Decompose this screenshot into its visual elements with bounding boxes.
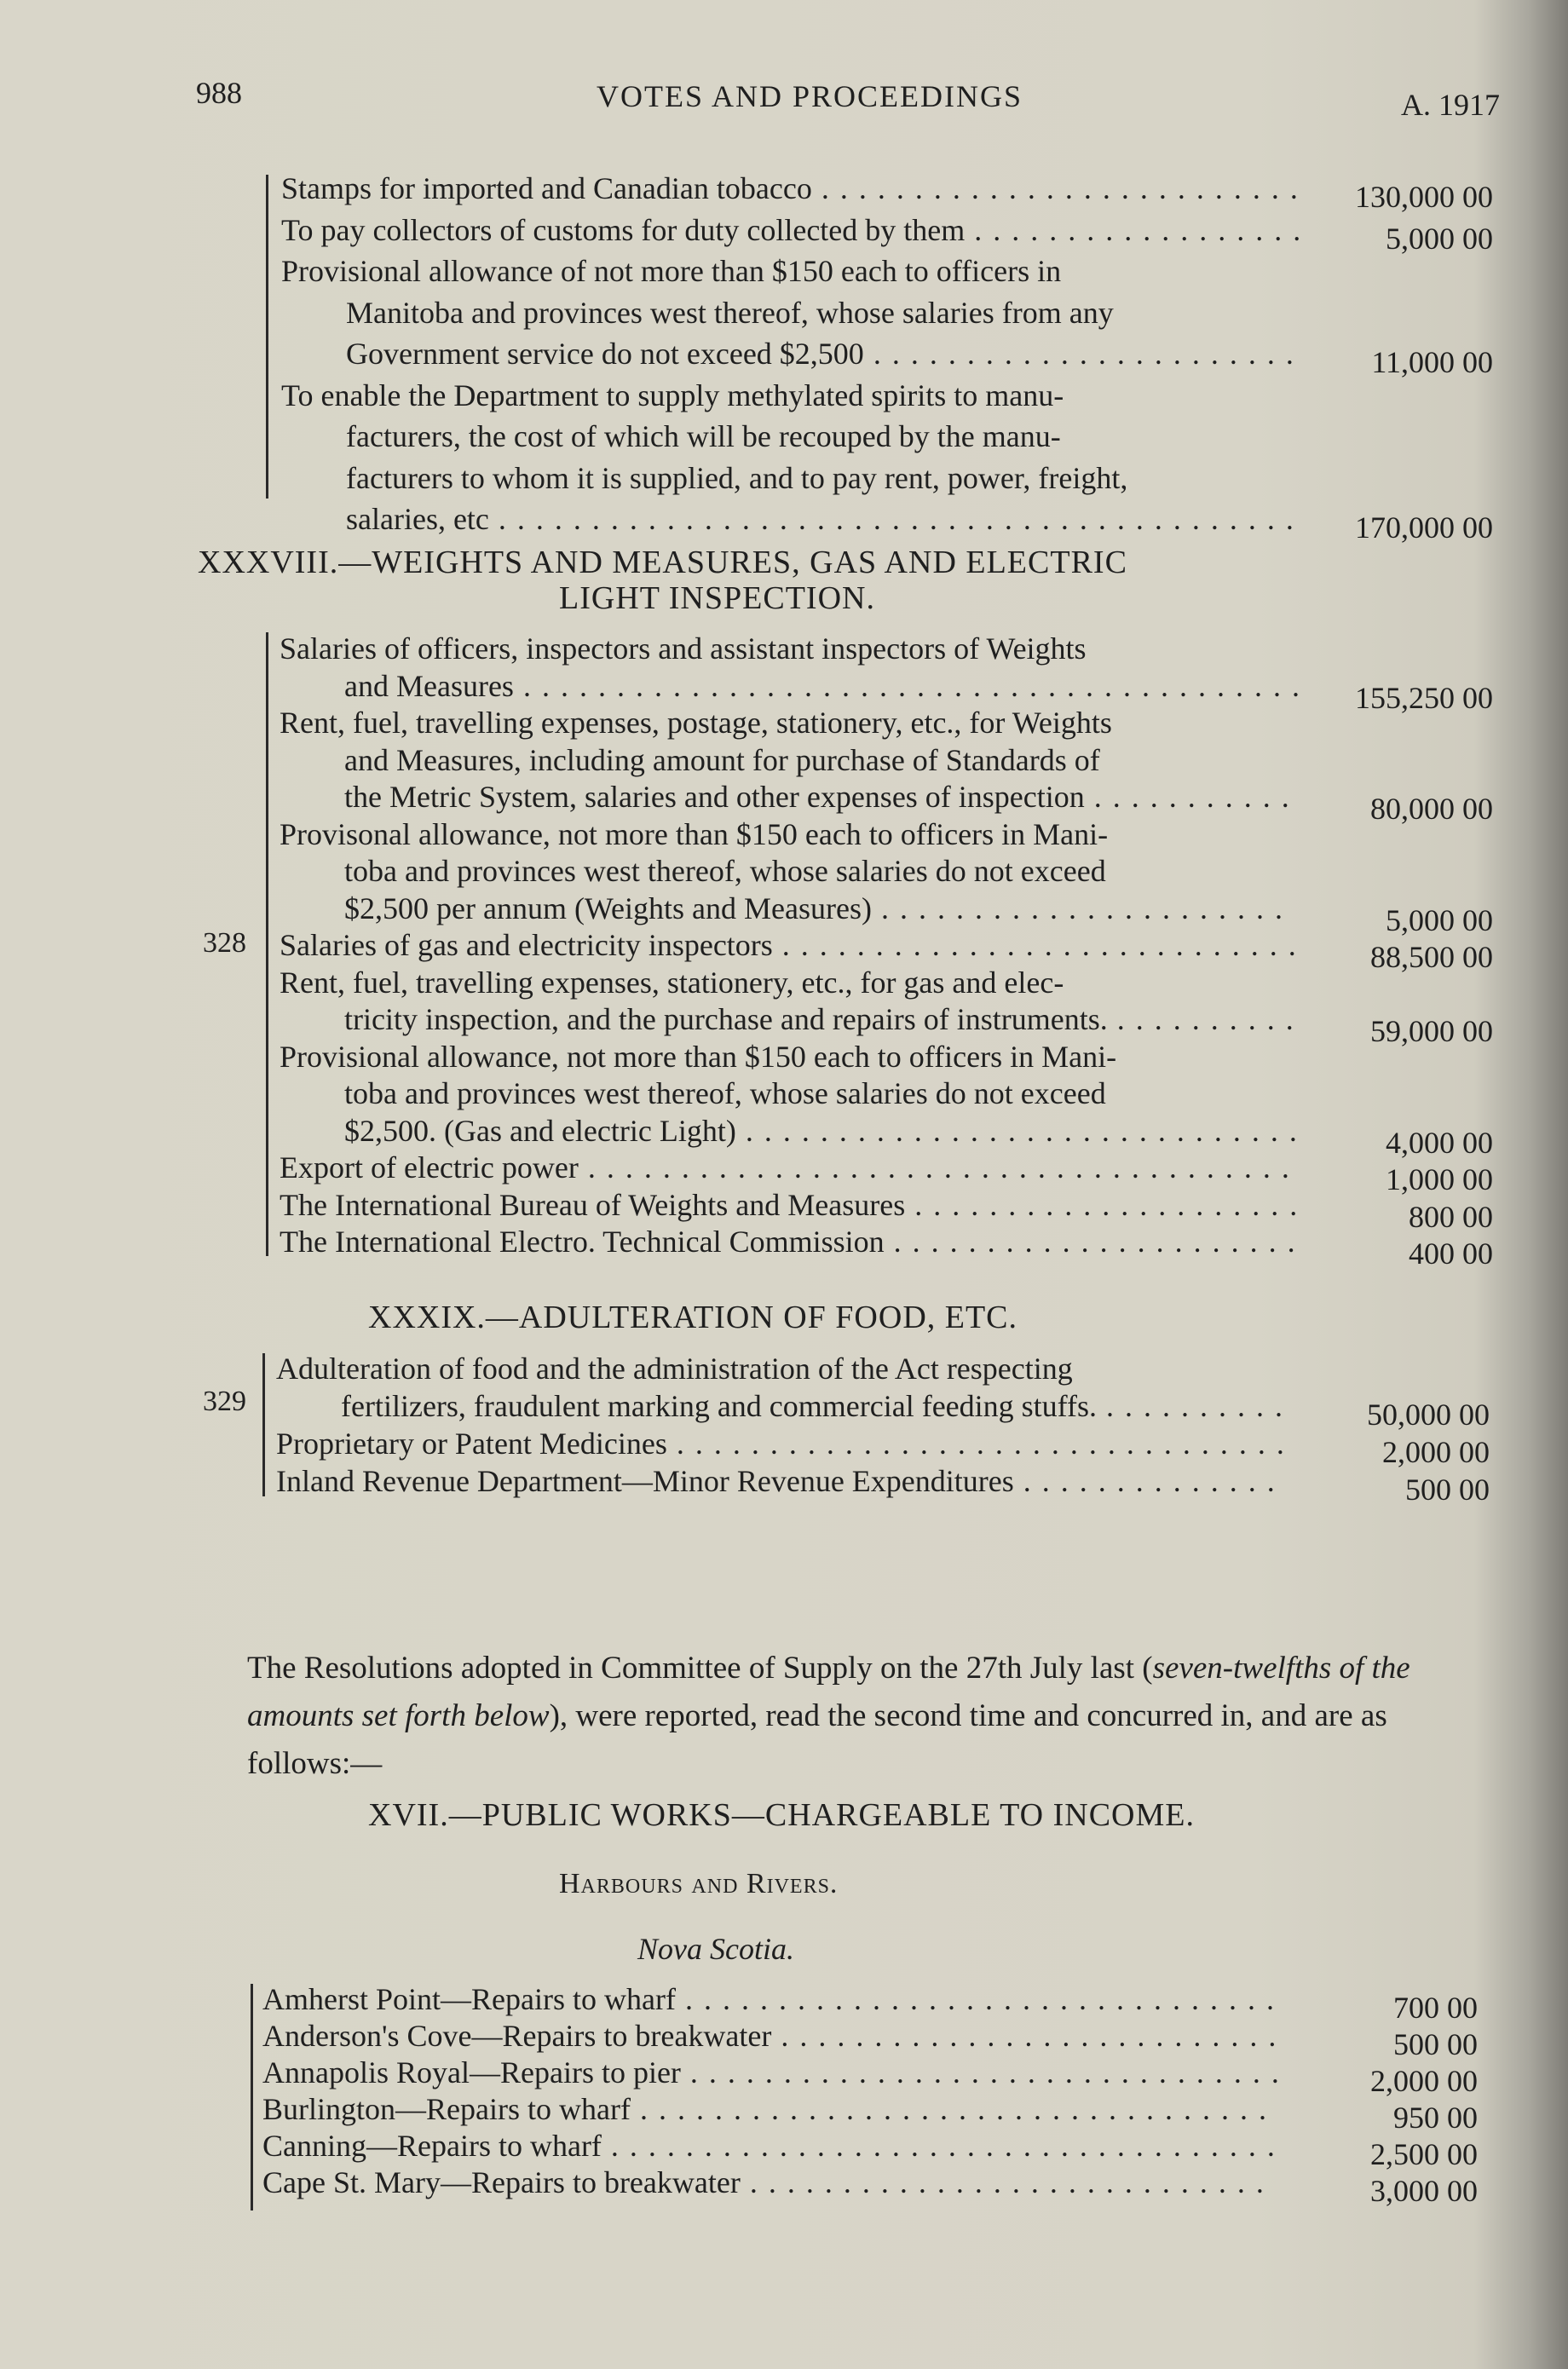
item-amount: 700 00	[1393, 1991, 1478, 2025]
item-text: Salaries of officers, inspectors and assistant inspectors of Weights	[280, 631, 1087, 666]
item-text: and Measures, including amount for purchase of Standards of	[344, 742, 1100, 777]
item-text: Anderson's Cove—Repairs to breakwater	[262, 2019, 772, 2053]
item-line	[276, 1463, 1277, 1499]
item-amount: 5,000 00	[1386, 221, 1493, 256]
leader-dots: . . . . . . . . . . . . . . . . . . . . . . . . . . . . . . . . .	[666, 1427, 1286, 1461]
item-text: toba and provinces west thereof, whose salaries do not exceed	[344, 854, 1106, 888]
item-line	[276, 1426, 1286, 1461]
item-line	[346, 501, 1295, 537]
item-text: Export of electric power	[280, 1150, 579, 1184]
leader-dots: . . . . . . . . . . . . . . . . . . . . .	[905, 1187, 1300, 1222]
section-title: XXXVIII.—WEIGHTS AND MEASURES, GAS AND ELECTRIC	[198, 545, 1127, 580]
item-text: Amherst Point—Repairs to wharf	[262, 1982, 676, 2016]
leader-dots: . . . . . . . . . . . . . . . . . . . . . . . . . . . . . .	[735, 1113, 1299, 1148]
item-text: Provisional allowance of not more than $150 each to officers in	[281, 254, 1062, 288]
item-line	[344, 891, 1284, 926]
bracket-line	[266, 632, 268, 1256]
item-amount: 1,000 00	[1386, 1162, 1493, 1196]
item-line	[262, 2128, 1277, 2164]
item-amount: 11,000 00	[1371, 345, 1493, 379]
item-amount: 2,000 00	[1382, 1435, 1490, 1469]
item-text: Salaries of gas and electricity inspectors	[280, 928, 773, 962]
leader-dots: . . . . . . . . . . . . . .	[1013, 1464, 1277, 1498]
item-line	[280, 927, 1298, 963]
item-line	[344, 1001, 1295, 1037]
item-amount: 500 00	[1405, 1473, 1490, 1507]
item-text: Inland Revenue Department—Minor Revenue Expenditures	[276, 1464, 1014, 1498]
item-text: To enable the Department to supply methylated spirits to manu-	[281, 378, 1064, 412]
item-amount: 2,500 00	[1370, 2137, 1478, 2171]
item-amount: 88,500 00	[1370, 940, 1493, 974]
item-text: Proprietary or Patent Medicines	[276, 1427, 667, 1461]
item-line	[280, 965, 1064, 1000]
leader-dots: . . . . . . . . . . . . . . . . . . . . . . . . . . . .	[740, 2165, 1265, 2199]
item-amount: 155,250 00	[1355, 680, 1493, 715]
leader-dots: . . . . . . . . . . . . . . . . . . . . . . . . . .	[811, 171, 1300, 205]
item-line	[346, 418, 1061, 454]
item-line	[281, 170, 1300, 206]
leader-dots: . . . . . . . . . . . . . . . . . . . . . . . . . . . . . . . . . . . . . .	[578, 1150, 1291, 1184]
item-line	[280, 816, 1108, 852]
paragraph-text: The Resolutions adopted in Committee of Supply on the 27th July last (	[247, 1651, 1153, 1686]
item-line	[344, 1113, 1299, 1149]
resolution-paragraph	[247, 1645, 1483, 1788]
leader-dots: . . . . . . . . . . . . . . . . . . . . . . . . . . . .	[772, 928, 1298, 962]
item-amount: 130,000 00	[1355, 180, 1493, 214]
item-line	[262, 1981, 1276, 2017]
item-text: Rent, fuel, travelling expenses, stationery, etc., for gas and elec-	[280, 965, 1064, 1000]
section-title-continued: LIGHT INSPECTION.	[559, 580, 875, 616]
item-amount: 5,000 00	[1386, 902, 1493, 937]
leader-dots: . . . . . . . . . . . . . . . . . . . . . . . . . . . . . . . . . . . . . . . . . . .	[488, 502, 1295, 536]
item-text: Provisonal allowance, not more than $150 each to officers in Mani-	[280, 816, 1109, 851]
item-amount: 500 00	[1393, 2027, 1478, 2061]
section-title: XXXIX.—ADULTERATION OF FOOD, ETC.	[368, 1300, 1018, 1335]
subsection-heading: Harbours and Rivers.	[559, 1868, 839, 1899]
leader-dots: . . . . . . . . . . . . . . . . . . . . . . . . . . . . . . . .	[680, 2055, 1281, 2089]
item-text: The International Bureau of Weights and Measures	[280, 1187, 906, 1222]
leader-dots: . . . . . . . . . . . . . . . . . . . . . . . . . . . . . . . . . . . .	[601, 2129, 1277, 2163]
item-text: tricity inspection, and the purchase and repairs of instruments.	[344, 1002, 1108, 1036]
item-amount: 80,000 00	[1370, 792, 1493, 826]
item-amount: 170,000 00	[1355, 510, 1493, 545]
item-text: Rent, fuel, travelling expenses, postage, stationery, etc., for Weights	[280, 706, 1112, 740]
item-text: and Measures	[344, 668, 514, 703]
item-text: fertilizers, fraudulent marking and commercial feeding stuffs.	[341, 1389, 1098, 1423]
leader-dots: . . . . . . . . . . . . . . . . . . . . . . .	[863, 337, 1295, 371]
item-text: salaries, etc	[346, 502, 489, 536]
item-text: Manitoba and provinces west thereof, whose salaries from any	[346, 295, 1114, 330]
item-text: Annapolis Royal—Repairs to pier	[262, 2055, 681, 2089]
bracket-line	[262, 1353, 265, 1496]
item-text: $2,500 per annum (Weights and Measures)	[344, 891, 872, 925]
item-amount: 3,000 00	[1370, 2174, 1478, 2208]
item-line	[262, 2018, 1277, 2054]
item-line	[280, 1224, 1297, 1259]
item-text: To pay collectors of customs for duty collected by them	[281, 212, 966, 247]
item-text: $2,500. (Gas and electric Light)	[344, 1113, 736, 1148]
vote-number: 328	[203, 927, 246, 959]
item-text: Adulteration of food and the administration of the Act respecting	[276, 1352, 1073, 1386]
item-text: facturers to whom it is supplied, and to pay rent, power, freight,	[346, 460, 1128, 495]
item-amount: 2,000 00	[1370, 2064, 1478, 2098]
item-line	[262, 2055, 1281, 2090]
item-text: Canning—Repairs to wharf	[262, 2129, 602, 2163]
leader-dots: . . . . . . . . . . .	[1084, 780, 1291, 814]
page-number: 988	[196, 76, 242, 110]
leader-dots: . . . . . . . . . . . . . . . . . . . . . . . . . . . . . . . . . . . . . . . . . .	[513, 668, 1301, 703]
item-line	[280, 1039, 1116, 1075]
item-text: The International Electro. Technical Commission	[280, 1225, 885, 1259]
leader-dots: . . . . . . . . . . . . . . . . . . . . . . . . . . . . . . . .	[675, 1982, 1276, 2016]
item-line	[346, 295, 1114, 331]
item-amount: 4,000 00	[1386, 1125, 1493, 1160]
item-line	[281, 212, 1302, 248]
leader-dots: . . . . . . . . . . . . . . . . . . . . . .	[871, 891, 1284, 925]
item-line	[280, 631, 1087, 666]
session-year: A. 1917	[1401, 88, 1500, 122]
item-amount: 400 00	[1409, 1236, 1493, 1271]
item-line	[262, 2164, 1265, 2200]
item-text: Burlington—Repairs to wharf	[262, 2092, 631, 2126]
item-line	[344, 779, 1291, 815]
item-amount: 50,000 00	[1367, 1398, 1490, 1432]
item-line	[346, 336, 1295, 372]
item-line	[280, 1187, 1299, 1223]
running-head	[196, 70, 1500, 121]
item-text: Stamps for imported and Canadian tobacco	[281, 171, 812, 205]
item-line	[281, 378, 1064, 413]
leader-dots: . . . . . . . . . . . . . . . . . . . . . . . . . . . . . . . . . .	[630, 2092, 1268, 2126]
item-line	[276, 1351, 1073, 1386]
item-text: Provisional allowance, not more than $150 each to officers in Mani-	[280, 1039, 1117, 1074]
item-line	[281, 253, 1061, 289]
leader-dots: . . . . . . . . . . . . . . . . . . . . . .	[884, 1225, 1297, 1259]
item-line	[344, 742, 1100, 778]
item-amount: 950 00	[1393, 2101, 1478, 2135]
item-line	[344, 668, 1301, 704]
item-text: Government service do not exceed $2,500	[346, 337, 864, 371]
paragraph-text-end: ), were reported, read the second time and concurred in, and are as follows:—	[247, 1698, 1387, 1781]
section-title: XVII.—PUBLIC WORKS—CHARGEABLE TO INCOME.	[368, 1797, 1195, 1833]
item-amount: 800 00	[1409, 1199, 1493, 1234]
vote-number: 329	[203, 1386, 246, 1417]
paragraph-italic: seven-twelfths of the amounts set forth below	[247, 1651, 1410, 1733]
bracket-line	[266, 175, 268, 499]
bracket-line	[251, 1984, 253, 2210]
item-line	[280, 1150, 1291, 1185]
item-text: the Metric System, salaries and other expenses of inspection	[344, 780, 1085, 814]
item-line	[262, 2091, 1268, 2127]
item-amount: 59,000 00	[1370, 1014, 1493, 1048]
item-line	[346, 460, 1127, 496]
running-title: VOTES AND PROCEEDINGS	[597, 79, 1023, 113]
leader-dots: . . . . . . . . . . . . . . . . . .	[965, 212, 1303, 247]
item-line	[344, 1075, 1106, 1111]
item-line	[344, 853, 1106, 889]
leader-dots: . . . . . . . . . .	[1097, 1389, 1285, 1423]
item-text: toba and provinces west thereof, whose salaries do not exceed	[344, 1076, 1106, 1110]
item-text: Cape St. Mary—Repairs to breakwater	[262, 2165, 741, 2199]
item-line	[280, 705, 1112, 741]
item-text: facturers, the cost of which will be recouped by the manu-	[346, 419, 1061, 453]
leader-dots: . . . . . . . . . . . . . . . . . . . . . . . . . . .	[771, 2019, 1278, 2053]
province-heading: Nova Scotia.	[637, 1932, 794, 1966]
item-line	[341, 1388, 1284, 1424]
leader-dots: . . . . . . . . . .	[1107, 1002, 1295, 1036]
